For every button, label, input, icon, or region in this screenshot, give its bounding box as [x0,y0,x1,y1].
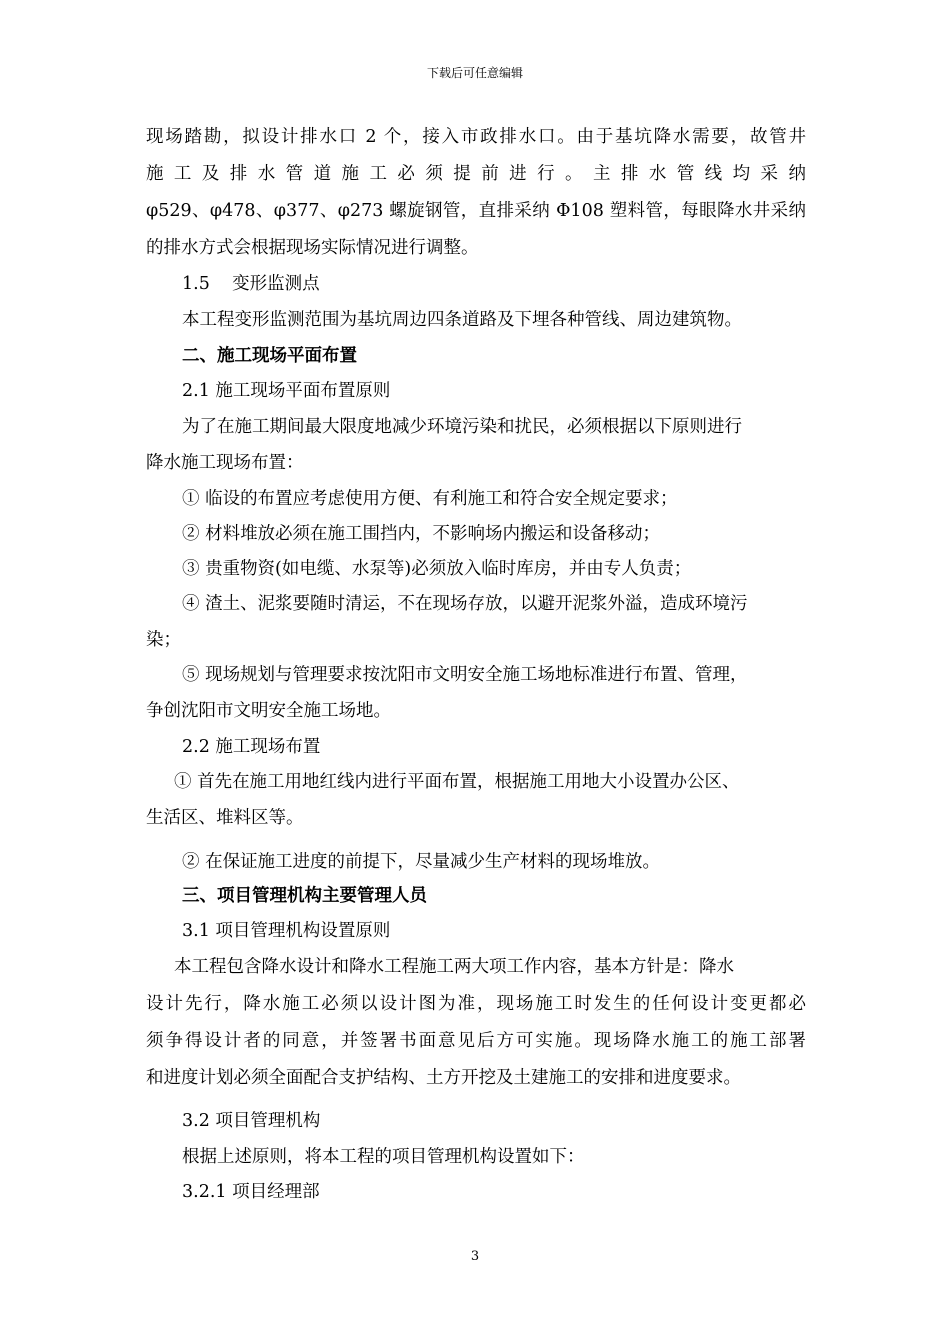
paragraph-line: φ529、φ478、φ377、φ273 螺旋钢管，直排采纳 Φ108 塑料管，每眼降水井采纳 [146,201,806,221]
list-item: ② 在保证施工进度的前提下，尽量减少生产材料的现场堆放。 [182,852,661,872]
list-item-continuation: 生活区、堆料区等。 [146,808,304,828]
section-heading: 2.1 施工现场平面布置原则 [182,381,391,401]
chapter-heading: 二、施工现场平面布置 [182,346,357,366]
list-item: ③ 贵重物资(如电缆、水泵等)必须放入临时库房，并由专人负责； [182,559,692,579]
page-header: 下载后可任意编辑 [426,66,523,80]
paragraph-line: 本工程变形监测范围为基坑周边四条道路及下埋各种管线、周边建筑物。 [182,310,742,330]
paragraph-line: 本工程包含降水设计和降水工程施工两大项工作内容，基本方针是：降水 [174,957,734,977]
paragraph-line: 根据上述原则，将本工程的项目管理机构设置如下： [182,1147,585,1167]
paragraph-line: 降水施工现场布置： [146,453,304,473]
section-heading: 2.2 施工现场布置 [182,737,321,757]
list-item: ① 首先在施工用地红线内进行平面布置，根据施工用地大小设置办公区、 [174,772,740,792]
list-item: ⑤ 现场规划与管理要求按沈阳市文明安全施工场地标准进行布置、管理， [182,665,748,685]
list-item: ① 临设的布置应考虑使用方便、有利施工和符合安全规定要求； [182,489,678,509]
chapter-heading: 三、项目管理机构主要管理人员 [182,886,427,906]
page-number: 3 [470,1249,480,1264]
section-heading: 3.2.1 项目经理部 [182,1182,320,1202]
list-item: ② 材料堆放必须在施工围挡内，不影响场内搬运和设备移动； [182,524,661,544]
section-heading: 1.5 变形监测点 [182,274,320,294]
paragraph-line: 和进度计划必须全面配合支护结构、土方开挖及土建施工的安排和进度要求。 [146,1068,741,1088]
list-item-continuation: 染； [146,630,181,650]
list-item-continuation: 争创沈阳市文明安全施工场地。 [146,701,391,721]
list-item: ④ 渣土、泥浆要随时清运，不在现场存放，以避开泥浆外溢，造成环境污 [182,594,748,614]
section-heading: 3.1 项目管理机构设置原则 [182,921,391,941]
paragraph-line: 的排水方式会根据现场实际情况进行调整。 [146,238,479,258]
section-heading: 3.2 项目管理机构 [182,1111,321,1131]
paragraph-line: 施 工 及 排 水 管 道 施 工 必 须 提 前 进 行 。 主 排 水 管 线 均 采 纳 [146,164,806,184]
paragraph-line: 设计先行，降水施工必须以设计图为准，现场施工时发生的任何设计变更都必 [146,994,806,1014]
paragraph-line: 现场踏勘，拟设计排水口 2 个，接入市政排水口。由于基坑降水需要，故管井 [146,127,806,147]
paragraph-line: 须争得设计者的同意，并签署书面意见后方可实施。现场降水施工的施工部署 [146,1031,806,1051]
paragraph-line: 为了在施工期间最大限度地减少环境污染和扰民，必须根据以下原则进行 [182,417,742,437]
